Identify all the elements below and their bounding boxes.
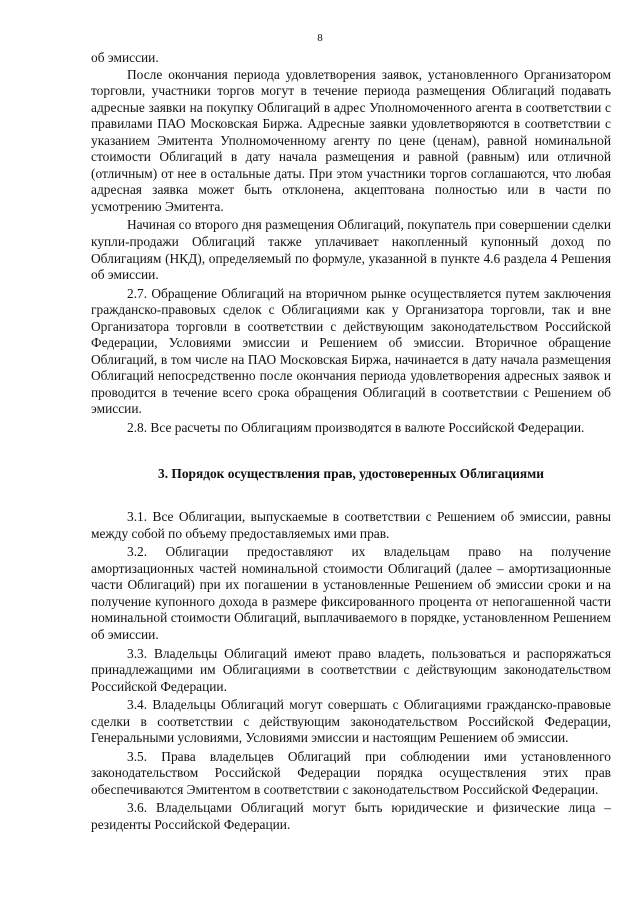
paragraph-3-4: 3.4. Владельцы Облигаций могут совершать с Облигациями гражданско-правовые сделки в соответствии с действующим законодательством Российской Федерации, Генеральными условиями, Условиями эмиссии и настоящим Решением об эмиссии.	[91, 697, 611, 746]
paragraph-3-1: 3.1. Все Облигации, выпускаемые в соответствии с Решением об эмиссии, равны между собой по объему предоставляемых ими прав.	[91, 509, 611, 541]
document-body	[91, 50, 611, 834]
paragraph-2-8: 2.8. Все расчеты по Облигациям производятся в валюте Российской Федерации.	[127, 420, 585, 436]
paragraph-address-orders: После окончания периода удовлетворения заявок, установленного Организатором торговли, участники торгов могут в течение периода размещения Облигаций подавать адресные заявки на покупку Облигаций в адрес Уполномоченного агента в соответствии с правилами ПАО Московская Биржа. Адресные заявки удовлетворяются в соответствии с указанием Эмитента Уполномоченному агенту по цене (ценам), равной номинальной стоимости Облигаций в дату начала размещения и равной (равным) или отличной (отличным) от нее в остальные даты. При этом участники торгов соглашаются, что любая адресная заявка может быть отклонена, акцептована полностью или в части по усмотрению Эмитента.	[91, 66, 611, 214]
paragraph-3-2: 3.2. Облигации предоставляют их владельцам право на получение амортизационных частей номинальной стоимости Облигаций (далее – амортизационные части Облигаций) при их погашении в установленные Решением об эмиссии сроки и на получение купонного дохода в размере фиксированного процента от непогашенной части номинальной стоимости Облигаций, выплачиваемого в порядке, установленном Решением об эмиссии.	[91, 544, 611, 642]
paragraph-3-5: 3.5. Права владельцев Облигаций при соблюдении ими установленного законодательством Российской Федерации порядка осуществления этих прав обеспечиваются Эмитентом в соответствии с законодательством Российской Федерации.	[91, 748, 611, 797]
paragraph-accrued-coupon: Начиная со второго дня размещения Облигаций, покупатель при совершении сделки купли-продажи Облигаций также уплачивает накопленный купонный доход по Облигациям (НКД), определяемый по формуле, указанной в пункте 4.6 раздела 4 Решения об эмиссии.	[91, 217, 611, 283]
paragraph-continuation: об эмиссии.	[91, 50, 159, 65]
paragraph-3-6: 3.6. Владельцами Облигаций могут быть юридические и физические лица – резиденты Российской Федерации.	[91, 800, 611, 832]
paragraph-3-3: 3.3. Владельцы Облигаций имеют право владеть, пользоваться и распоряжаться принадлежащими им Облигациями в соответствии с действующим законодательством Российской Федерации.	[91, 645, 611, 694]
paragraph-2-7: 2.7. Обращение Облигаций на вторичном рынке осуществляется путем заключения гражданско-правовых сделок с Облигациями как у Организатора торговли, так и вне Организатора торговли в соответствии с действующим законодательством Российской Федерации, Условиями эмиссии и Решением об эмиссии. Вторичное обращение Облигаций, в том числе на ПАО Московская Биржа, начинается в дату начала размещения Облигаций непосредственно после окончания периода удовлетворения адресных заявок и проводится в течение всего срока обращения Облигаций в соответствии с Решением об эмиссии.	[91, 285, 611, 417]
section-heading: 3. Порядок осуществления прав, удостоверенных Облигациями	[158, 465, 544, 481]
page-number: 8	[317, 32, 323, 44]
